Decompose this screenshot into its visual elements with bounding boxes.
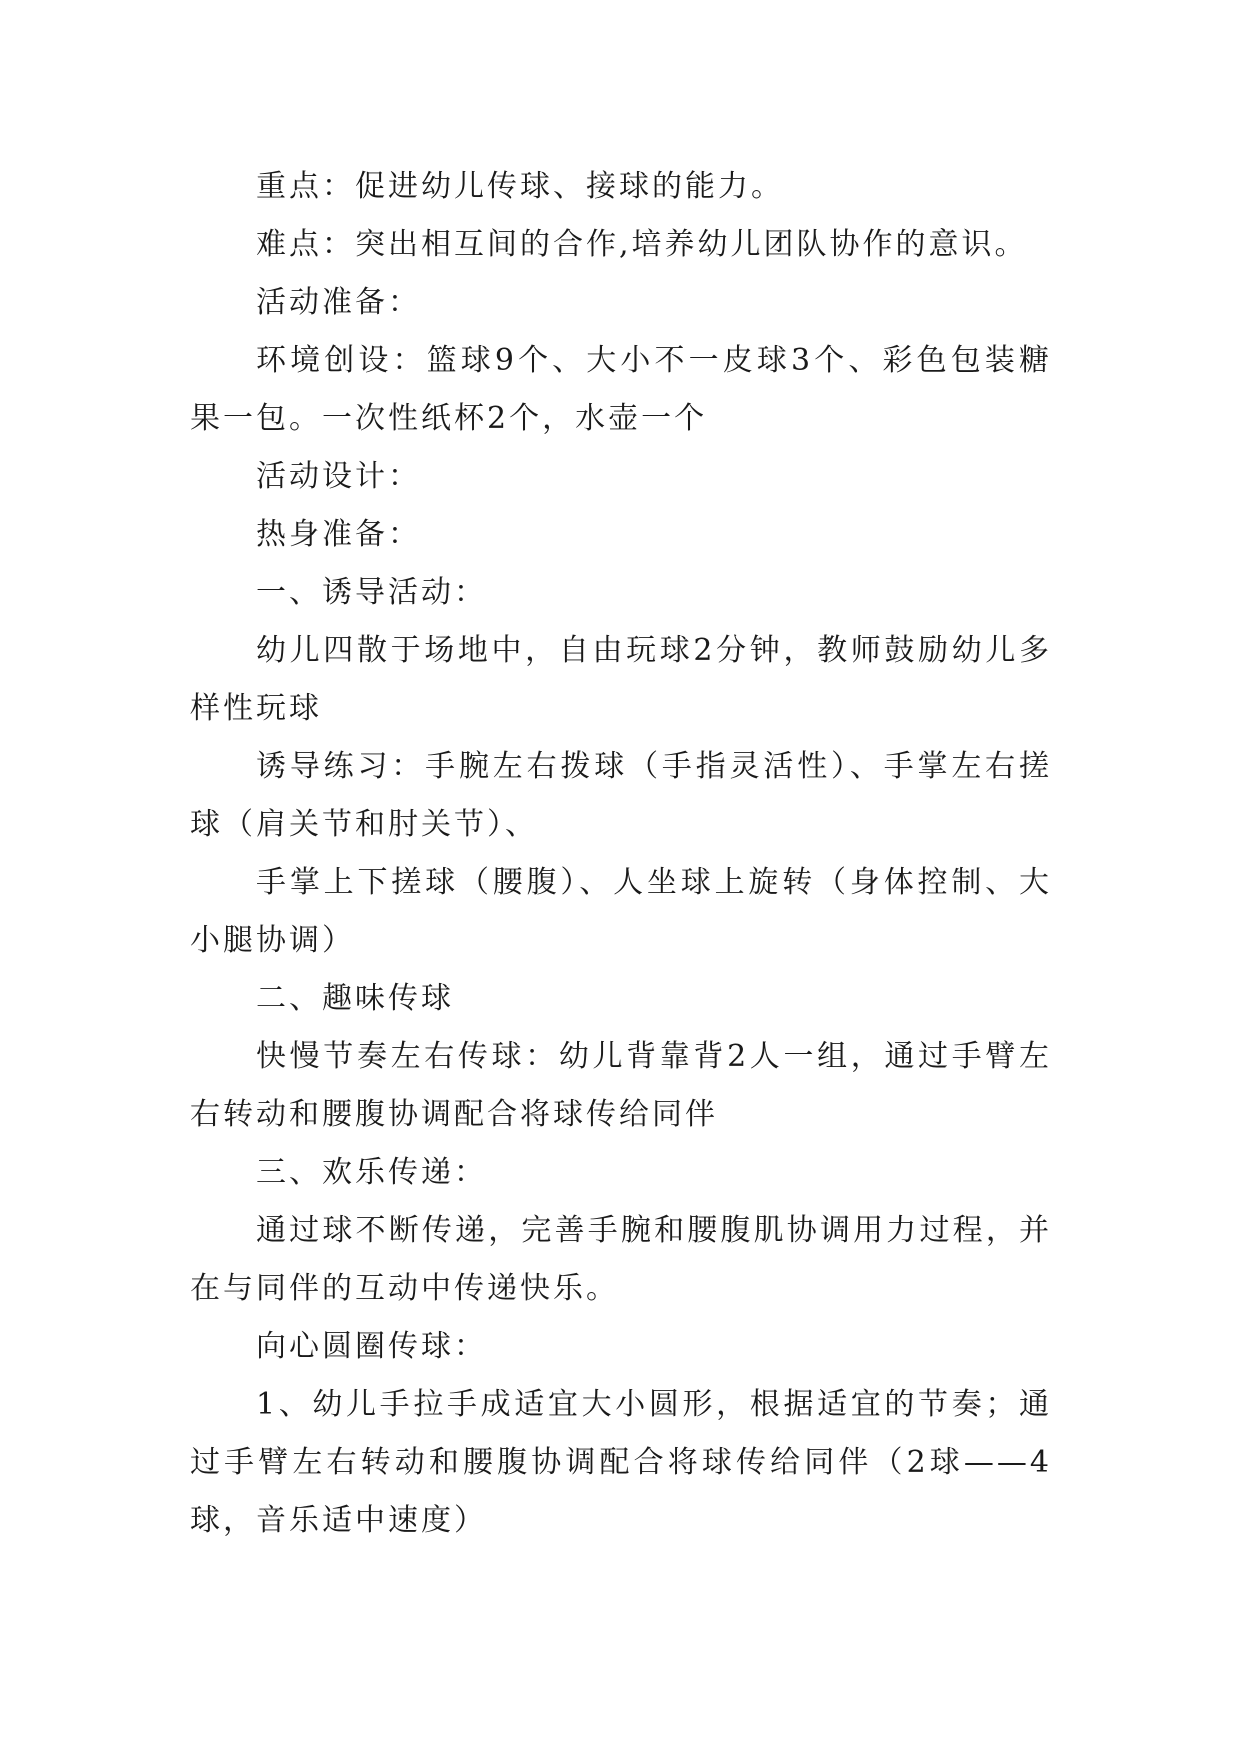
paragraph-palm-rubbing: 手掌上下搓球（腰腹）、人坐球上旋转（身体控制、大小腿协调） — [190, 865, 1052, 958]
heading-section-one: 一、诱导活动： — [256, 575, 487, 610]
paragraph-guided-practice: 诱导练习：手腕左右拨球（手指灵活性）、手掌左右搓球（肩关节和肘关节）、 — [190, 749, 1052, 842]
paragraph-continuous-passing: 通过球不断传递，完善手腕和腰腹肌协调用力过程，并在与同伴的互动中传递快乐。 — [190, 1213, 1052, 1306]
paragraph-key-point: 重点：促进幼儿传球、接球的能力。 — [256, 169, 784, 204]
paragraph-environment: 环境创设：篮球9个、大小不一皮球3个、彩色包装糖果一包。一次性纸杯2个，水壶一个 — [190, 343, 1052, 436]
heading-activity-preparation: 活动准备： — [256, 285, 421, 320]
heading-circle-passing: 向心圆圈传球： — [256, 1329, 487, 1364]
paragraph-rhythm-passing: 快慢节奏左右传球：幼儿背靠背2人一组，通过手臂左右转动和腰腹协调配合将球传给同伴 — [190, 1039, 1052, 1132]
heading-section-two: 二、趣味传球 — [256, 981, 454, 1016]
paragraph-circle-step-one: 1、幼儿手拉手成适宜大小圆形，根据适宜的节奏；通过手臂左右转动和腰腹协调配合将球传给同伴（2球——4球，音乐适中速度） — [190, 1387, 1052, 1538]
heading-section-three: 三、欢乐传递： — [256, 1155, 487, 1190]
heading-warm-up: 热身准备： — [256, 517, 421, 552]
paragraph-difficulty: 难点：突出相互间的合作,培养幼儿团队协作的意识。 — [256, 227, 1028, 262]
document-body — [190, 158, 1052, 1550]
heading-activity-design: 活动设计： — [256, 459, 421, 494]
paragraph-free-play: 幼儿四散于场地中，自由玩球2分钟，教师鼓励幼儿多样性玩球 — [190, 633, 1052, 726]
